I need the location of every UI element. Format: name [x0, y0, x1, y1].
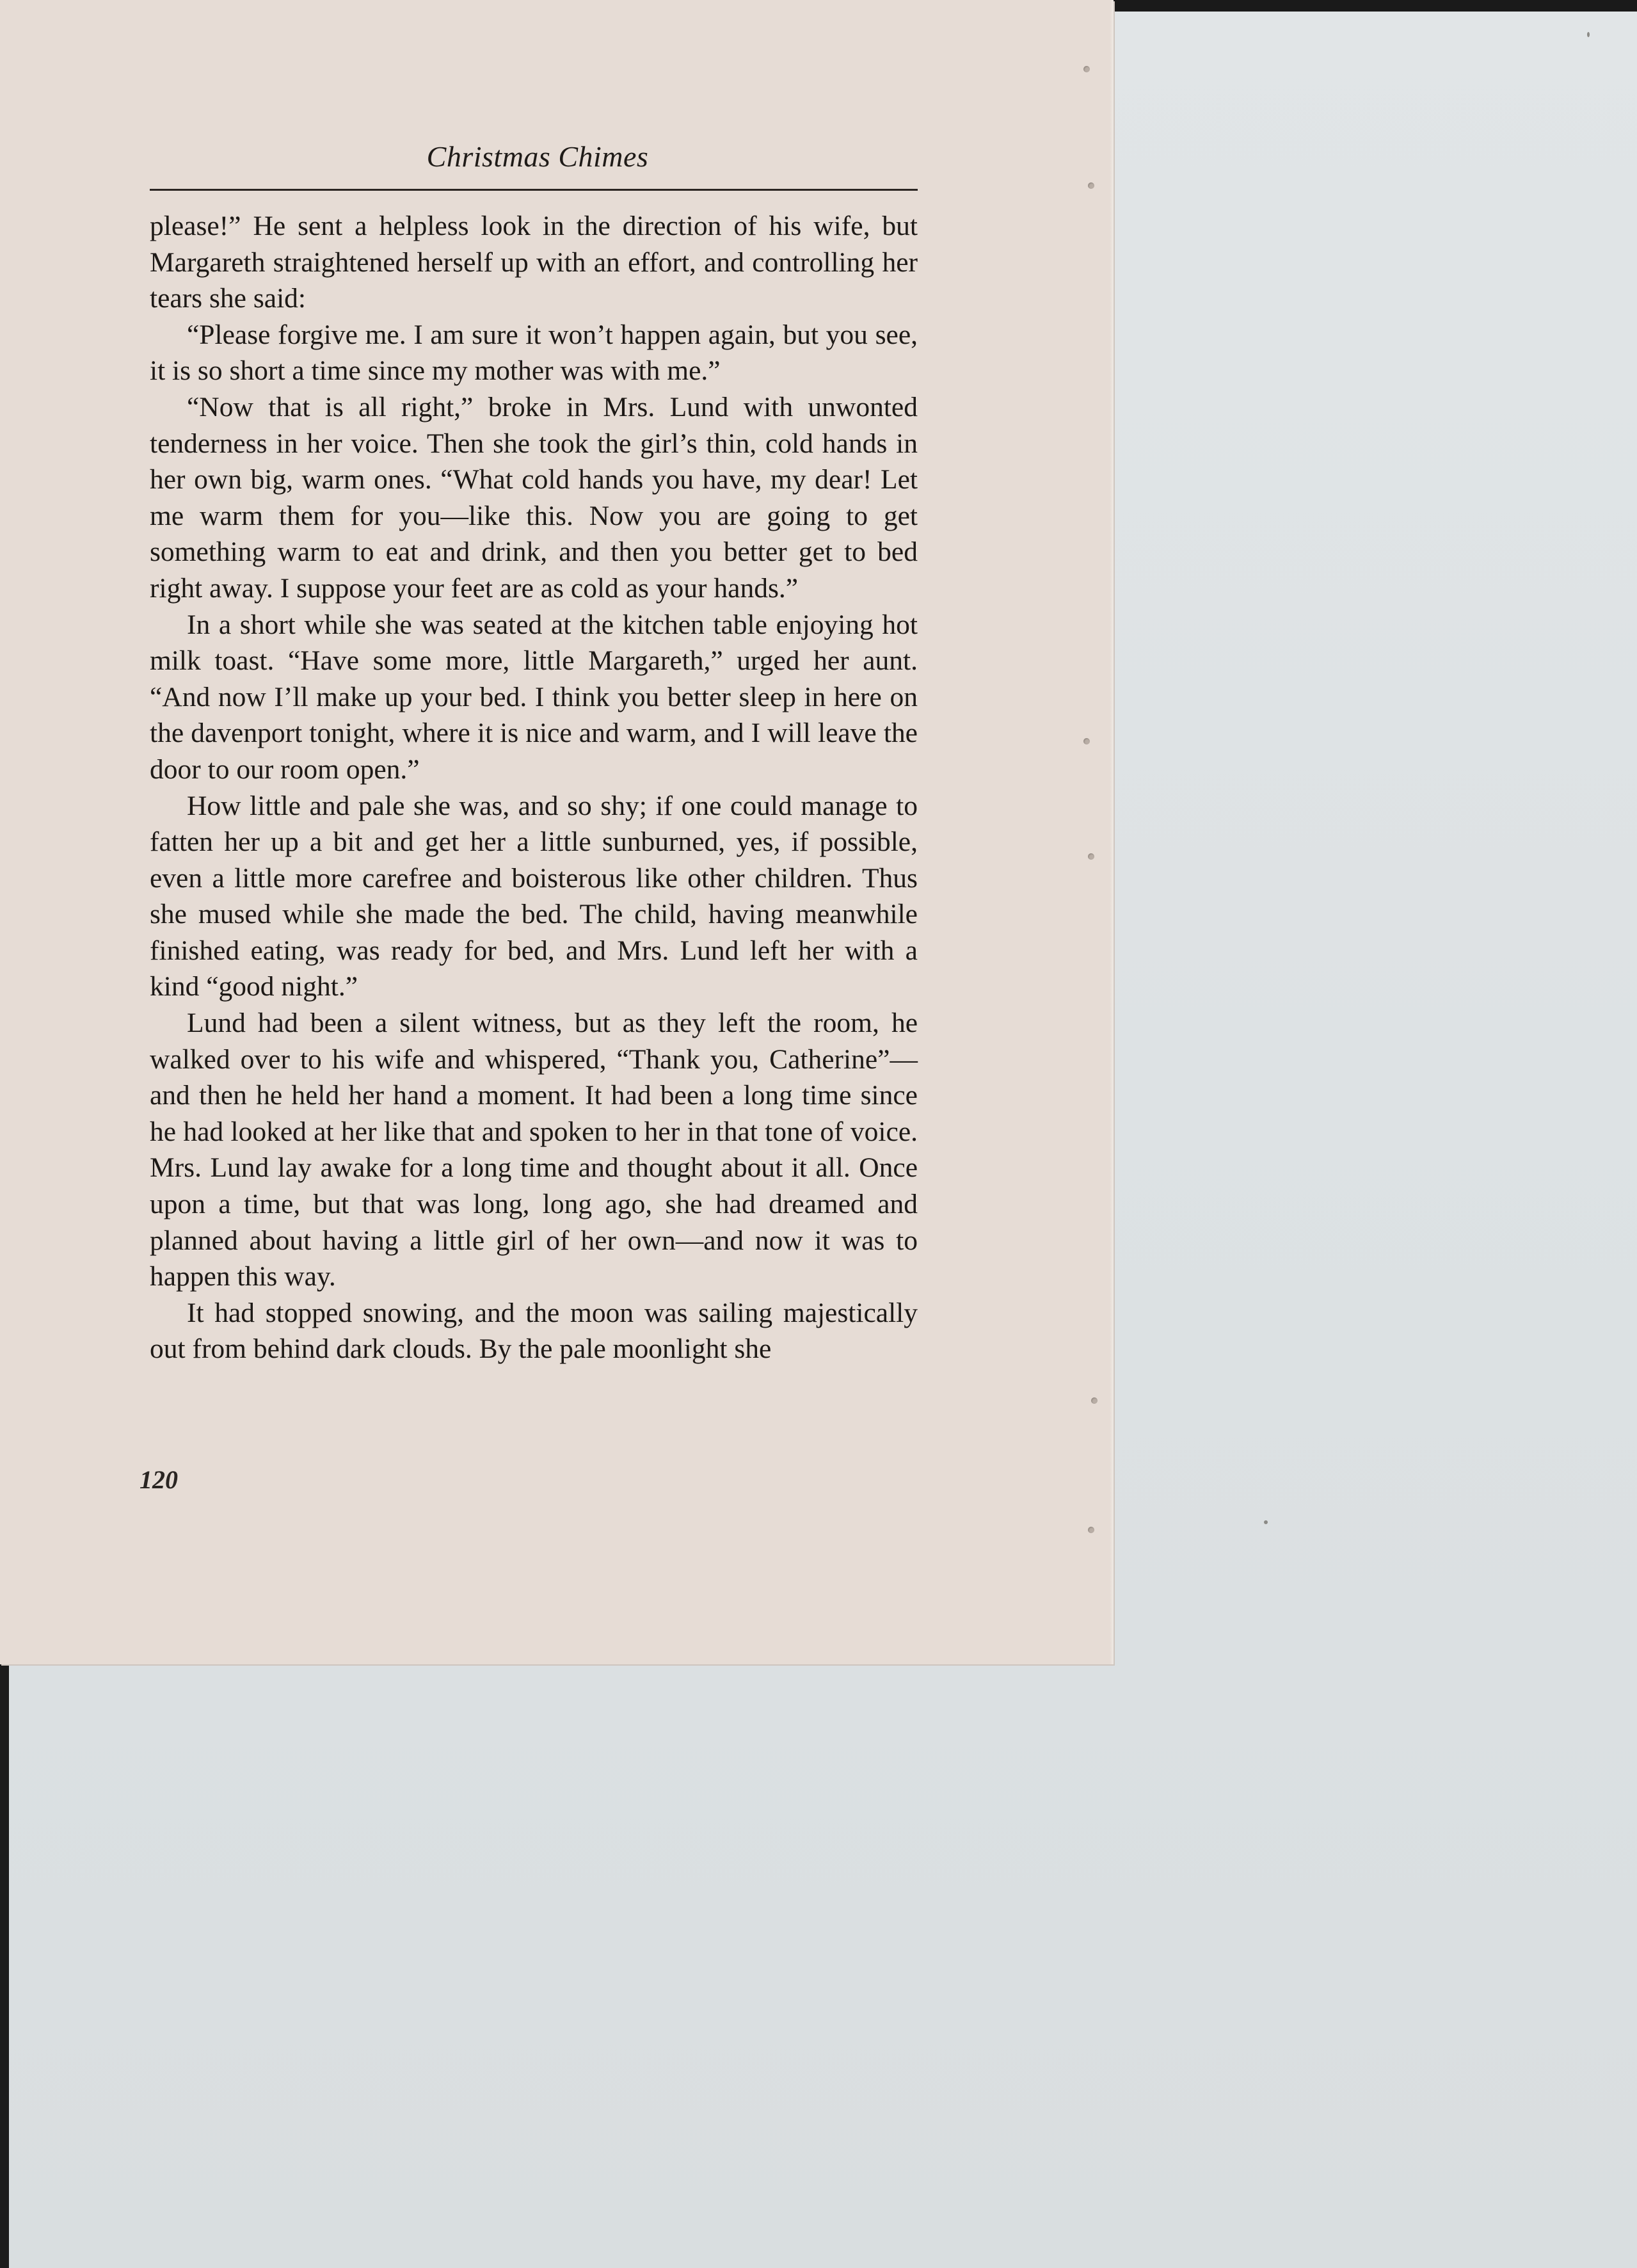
page-number: 120	[140, 1465, 178, 1494]
binding-hole	[1088, 853, 1094, 860]
paragraph: How little and pale she was, and so shy; if one could manage to fatten her up a bit and get her a little sunburned, yes, if possible, even a little more carefree and boisterous like other children. Thus she mused while she made the bed. The child, having meanwhile finished eating, was ready for bed, and Mrs. Lund left her with a kind “good night.”	[150, 790, 918, 1002]
body-text	[150, 208, 918, 1367]
binding-hole	[1083, 738, 1090, 744]
header-rule	[150, 189, 918, 191]
binding-hole	[1088, 1527, 1094, 1533]
paragraph: It had stopped snowing, and the moon was sailing majestically out from behind dark clouds. By the pale moonlight she	[150, 1297, 918, 1365]
dust-speck	[1587, 32, 1590, 37]
binding-hole	[1088, 182, 1094, 189]
scanner-edge-left	[0, 1658, 9, 2268]
paragraph: In a short while she was seated at the kitchen table enjoying hot milk toast. “Have some more, little Margareth,” urged her aunt. “And now I’ll make up your bed. I think you better sleep in here on the davenport tonight, where it is nice and warm, and I will leave the door to our room open.”	[150, 609, 918, 785]
scanner-edge-top	[1114, 0, 1637, 12]
dust-speck	[1264, 1520, 1268, 1524]
paragraph: “Please forgive me. I am sure it won’t happen again, but you see, it is so short a time since my mother was with me.”	[150, 319, 918, 387]
binding-hole	[1091, 1397, 1098, 1404]
paragraph: “Now that is all right,” broke in Mrs. Lund with unwonted tenderness in her voice. Then she took the girl’s thin, cold hands in her own big, warm ones. “What cold hands you have, my dear! Let me warm them for you—like this. Now you are going to get something warm to eat and drink, and then you better get to bed right away. I suppose your feet are as cold as your hands.”	[150, 391, 918, 604]
book-page	[0, 0, 1114, 1664]
paragraph: please!” He sent a helpless look in the direction of his wife, but Margareth straightened herself up with an effort, and controlling her tears she said:	[150, 211, 918, 314]
running-head: Christmas Chimes	[426, 140, 649, 173]
binding-hole	[1083, 66, 1090, 72]
paragraph: Lund had been a silent witness, but as they left the room, he walked over to his wife and whispered, “Thank you, Catherine”—and then he held her hand a moment. It had been a long time since he had looked at her like that and spoken to her in that tone of voice. Mrs. Lund lay awake for a long time and thought about it all. Once upon a time, but that was long, long ago, she had dreamed and planned about having a little girl of her own—and now it was to happen this way.	[150, 1008, 918, 1292]
